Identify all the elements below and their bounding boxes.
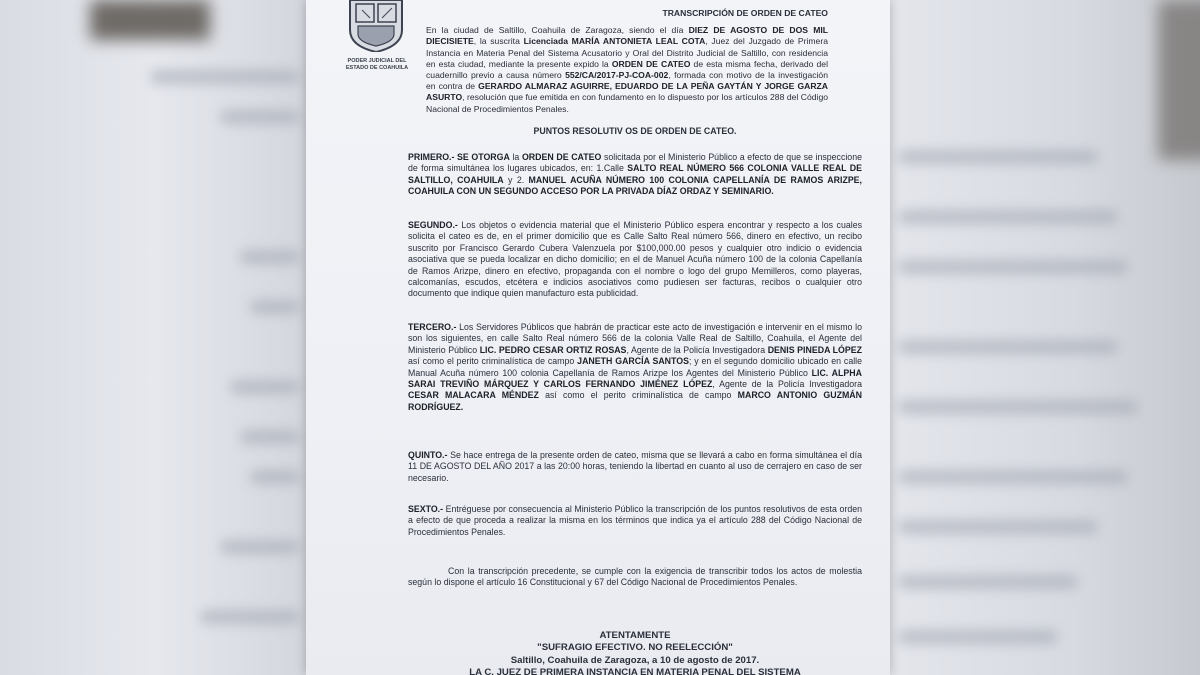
- paragraph-sexto: SEXTO.- Entréguese por consecuencia al Ministerio Público la transcripción de los puntos resolutivos de esta orden a efecto de que proceda a realizar la misma en los términos que indica ya el artículo 288 del Código Nacional de Procedimientos Penales.: [408, 504, 862, 537]
- blurred-background-left: [0, 0, 308, 675]
- blurred-background-right: [888, 0, 1200, 675]
- closing-atentamente: ATENTAMENTE: [599, 630, 671, 641]
- coat-of-arms-seal-icon: [344, 0, 408, 52]
- document-title: TRANSCRIPCIÓN DE ORDEN DE CATEO: [662, 8, 828, 18]
- document-header-block: [426, 8, 828, 115]
- intro-paragraph: En la ciudad de Saltillo, Coahuila de Zaragoza, siendo el día DIEZ DE AGOSTO DE DOS MIL DIECISIETE, la suscrita Licenciada MARÍA ANTONIETA LEAL COTA, Juez del Juzgado de Primera Instancia en Materia Penal del Sistema Acusatorio y Oral del Distrito Judicial de Saltillo, con residencia en esta ciudad, mediante la presente expido la ORDEN DE CATEO de esta misma fecha, derivado del cuadernillo previo a causa número 552/CA/2017-PJ-COA-002, formada con motivo de la investigación en contra de GERARDO ALMARAZ AGUIRRE, EDUARDO DE LA PEÑA GAYTÁN Y JORGE GARZA ASURTO, resolución que fue emitida en con fundamento en lo dispuesto por los artículos 288 del Código Nacional de Procedimientos Penales.: [426, 25, 828, 114]
- paragraph-quinto: QUINTO.- Se hace entrega de la presente orden de cateo, misma que se llevará a cabo en forma simultánea el día 11 DE AGOSTO DEL AÑO 2017 a las 20:00 horas, teniendo la libertad en cuanto al uso de cerrajero en caso de ser necesario.: [408, 450, 862, 483]
- seal-caption: PODER JUDICIAL DEL ESTADO DE COAHUILA: [345, 58, 409, 71]
- closing-lema: "SUFRAGIO EFECTIVO. NO REELECCIÓN": [537, 642, 733, 654]
- paragraph-conclusion: Con la transcripción precedente, se cumple con la exigencia de transcribir todos los actos de molestia según lo dispone el artículo 16 Constitucional y 67 del Código Nacional de Procedimientos Penales.: [408, 566, 862, 588]
- closing-lugar-fecha: Saltillo, Coahuila de Zaragoza, a 10 de agosto de 2017.: [510, 654, 760, 666]
- document-page: [306, 0, 890, 675]
- paragraph-tercero: TERCERO.- Los Servidores Públicos que habrán de practicar este acto de investigación e intervenir en el mismo lo son los siguientes, en calle Salto Real número 566 de la colonia Valle Real de Saltillo, Coahuila, el Agente del Ministerio Público LIC. PEDRO CESAR ORTIZ ROSAS, Agente de la Policía Investigadora DENIS PINEDA LÓPEZ así como el perito criminalística de campo JANETH GARCÍA SANTOS; y en el segundo domicilio ubicado en calle Manual Acuña número 100 colonia Capellanía de Ramos Arizpe los Agentes del Ministerio Público LIC. ALPHA SARAI TREVIÑO MÁRQUEZ Y CARLOS FERNANDO JIMÉNEZ LÓPEZ, Agente de la Policía Investigadora CESAR MALACARA MÉNDEZ así como el perito criminalística de campo MARCO ANTONIO GUZMÁN RODRÍGUEZ.: [408, 322, 863, 412]
- section-title: PUNTOS RESOLUTIV OS DE ORDEN DE CATEO.: [533, 126, 737, 136]
- closing-cargo: LA C. JUEZ DE PRIMERA INSTANCIA EN MATERIA PENAL DEL SISTEMA: [469, 667, 801, 675]
- paragraph-primero: PRIMERO.- SE OTORGA la ORDEN DE CATEO solicitada por el Ministerio Público a efecto de que se inspeccione de forma simultánea los lugares ubicados, en: 1.Calle SALTO REAL NÚMERO 566 COLONIA VALLE REAL DE SALTILLO, COAHUILA y 2. MANUEL ACUÑA NÚMERO 100 COLONIA CAPELLANÍA DE RAMOS ARIZPE, COAHUILA CON UN SEGUNDO ACCESO POR LA PRIVADA DÍAZ ORDAZ Y SEMINARIO.: [408, 152, 863, 197]
- closing-block: [408, 630, 862, 675]
- paragraph-segundo: SEGUNDO.- Los objetos o evidencia material que el Ministerio Público espera encontrar y respecto a los cuales solicita el cateo es de, en el primer domicilio que es Calle Salto Real número 566, dinero en efectivo, un recibo suscrito por Francisco Gerardo Cubera Valenzuela por $100,000.00 pesos y cualquier otro indicio o evidencia asociativa que se pueda localizar en dicho domicilio; en el de Manuel Acuña número 100 de la colonia Capellanía de Ramos Arizpe, dinero en efectivo, propaganda con el nombre o logo del grupo Memilleros, como playeras, calcomanías, escudos, etcétera e indicios asociativos como pudiesen ser facturas, recibos o cualquier otro documento que indique quien manufacturo esta publicidad.: [408, 220, 862, 299]
